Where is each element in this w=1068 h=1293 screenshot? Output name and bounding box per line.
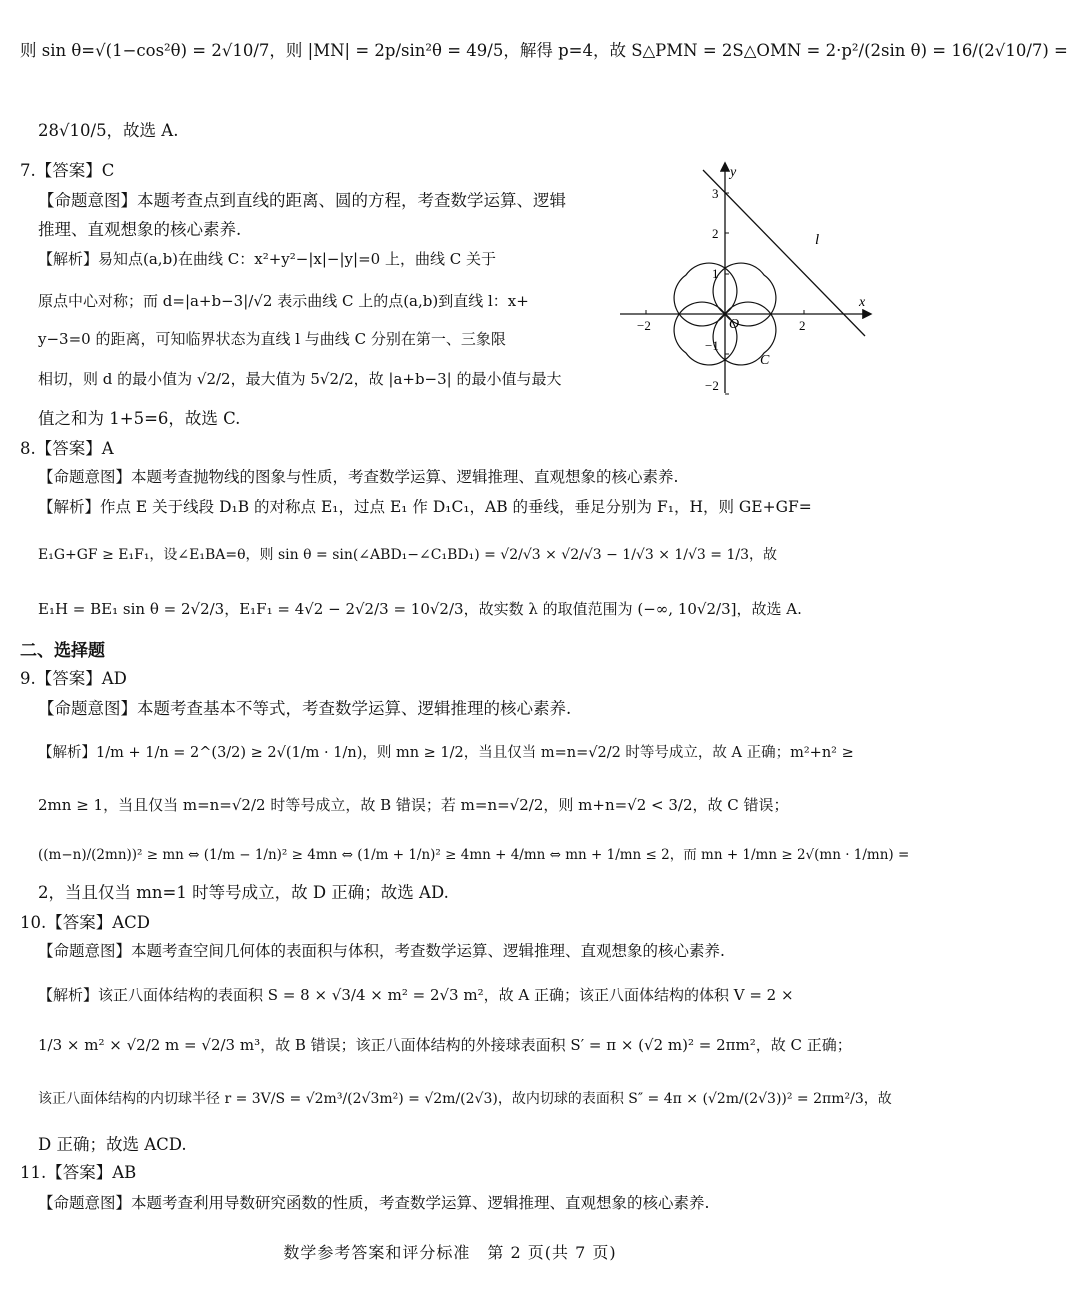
axis-label-y: y [730, 165, 737, 180]
page-footer: 数学参考答案和评分标准 第 2 页(共 7 页) [283, 1243, 617, 1262]
text-line: 【解析】该正八面体结构的表面积 S = 8 × √3/4 × m² = 2√3 m²，故 A 正确；该正八面体结构的体积 V = 2 × [38, 986, 794, 1004]
text-line: 【命题意图】本题考查点到直线的距离、圆的方程，考查数学运算、逻辑 [38, 191, 566, 210]
text-line: 推理、直观想象的核心素养. [38, 220, 242, 239]
question-9-answer: 9.【答案】AD [20, 669, 127, 688]
question-7-answer: 7.【答案】C [20, 161, 115, 180]
curve-figure [615, 158, 875, 398]
text-line: 【命题意图】本题考查抛物线的图象与性质，考查数学运算、逻辑推理、直观想象的核心素养. [38, 468, 679, 486]
text-line: 相切，则 d 的最小值为 √2/2，最大值为 5√2/2，故 |a+b−3| 的最小值与最大 [38, 370, 562, 388]
x-tick-label: 2 [799, 318, 806, 333]
question-10-answer: 10.【答案】ACD [20, 913, 151, 932]
text-line: D 正确；故选 ACD. [38, 1135, 187, 1154]
y-tick-label: −1 [705, 338, 719, 353]
x-tick-label: −2 [637, 318, 651, 333]
text-line: 原点中心对称；而 d=|a+b−3|/√2 表示曲线 C 上的点(a,b)到直线 l：x+ [38, 292, 529, 310]
text-line: 该正八面体结构的内切球半径 r = 3V/S = √2m³/(2√3m²) = √2m/(2√3)，故内切球的表面积 S″ = 4π × (√2m/(2√3))² = 2πm²/3，故 [38, 1091, 892, 1107]
section-heading: 二、选择题 [20, 641, 105, 661]
question-8-answer: 8.【答案】A [20, 439, 114, 458]
y-tick-label: 3 [712, 186, 719, 201]
text-line: y−3=0 的距离，可知临界状态为直线 l 与曲线 C 分别在第一、三象限 [38, 330, 506, 348]
text-line: 【解析】易知点(a,b)在曲线 C：x²+y²−|x|−|y|=0 上，曲线 C 关于 [38, 250, 496, 268]
text-line: E₁G+GF ≥ E₁F₁，设∠E₁BA=θ，则 sin θ = sin(∠ABD₁−∠C₁BD₁) = √2/√3 × √2/√3 − 1/√3 × 1/√3 = 1/3，故 [38, 547, 778, 563]
text-line: E₁H = BE₁ sin θ = 2√2/3，E₁F₁ = 4√2 − 2√2/3 = 10√2/3，故实数 λ 的取值范围为 (−∞, 10√2/3]，故选 A. [38, 600, 802, 618]
origin-label: O [729, 317, 740, 332]
axis-label-x: x [859, 295, 866, 310]
text-line: 【命题意图】本题考查基本不等式，考查数学运算、逻辑推理的核心素养. [38, 699, 572, 718]
text-line: 1/3 × m² × √2/2 m = √2/3 m³，故 B 错误；该正八面体结构的外接球表面积 S′ = π × (√2 m)² = 2πm²，故 C 正确； [38, 1036, 852, 1054]
text-line: 则 sin θ=√(1−cos²θ) = 2√10/7，则 |MN| = 2p/sin²θ = 49/5，解得 p=4，故 S△PMN = 2S△OMN = 2·p²/(2sin θ) = 16/(2√10/7) = [20, 41, 1068, 60]
text-line: 28√10/5，故选 A. [38, 121, 179, 140]
text-line: 2mn ≥ 1，当且仅当 m=n=√2/2 时等号成立，故 B 错误；若 m=n=√2/2，则 m+n=√2 < 3/2，故 C 错误； [38, 796, 789, 814]
y-tick-label: 1 [712, 266, 719, 281]
text-line: 2，当且仅当 mn=1 时等号成立，故 D 正确；故选 AD. [38, 883, 449, 902]
y-tick-label: 2 [712, 226, 719, 241]
question-11-answer: 11.【答案】AB [20, 1163, 137, 1182]
text-line: 【命题意图】本题考查空间几何体的表面积与体积，考查数学运算、逻辑推理、直观想象的核心素养. [38, 942, 725, 960]
y-tick-label: −2 [705, 378, 719, 393]
line-label: l [815, 232, 820, 248]
text-line: 【命题意图】本题考查利用导数研究函数的性质，考查数学运算、逻辑推理、直观想象的核心素养. [38, 1194, 710, 1212]
curve-label: C [760, 353, 770, 368]
text-line: 【解析】1/m + 1/n = 2^(3/2) ≥ 2√(1/m · 1/n)，则 mn ≥ 1/2，当且仅当 m=n=√2/2 时等号成立，故 A 正确；m²+n² ≥ [38, 745, 854, 761]
text-line: 【解析】作点 E 关于线段 D₁B 的对称点 E₁，过点 E₁ 作 D₁C₁，AB 的垂线，垂足分别为 F₁，H，则 GE+GF= [38, 498, 812, 516]
text-line: ((m−n)/(2mn))² ≥ mn ⇔ (1/m − 1/n)² ≥ 4mn ⇔ (1/m + 1/n)² ≥ 4mn + 4/mn ⇔ mn + 1/mn ≤ 2，而 mn + 1/mn ≥ 2√(mn · 1/mn) = [38, 847, 910, 863]
text-line: 值之和为 1+5=6，故选 C. [38, 409, 241, 428]
